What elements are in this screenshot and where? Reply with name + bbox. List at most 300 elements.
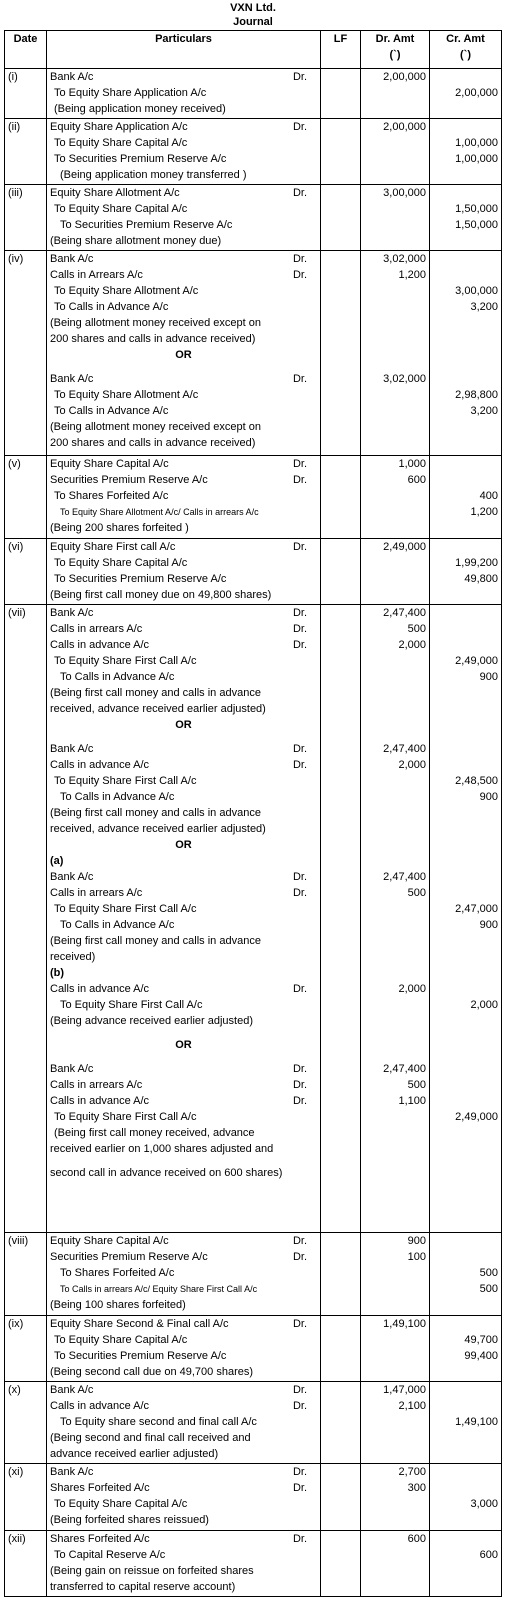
journal-entry-row bbox=[5, 1464, 502, 1530]
particular-line: To Equity Share Capital A/c bbox=[54, 203, 188, 216]
particular-line: Bank A/c Dr. bbox=[50, 1062, 307, 1075]
dr-amount-value: 3,02,000 bbox=[383, 253, 426, 266]
dr-amount-value bbox=[364, 1364, 426, 1380]
dr-amount-value bbox=[364, 101, 426, 117]
particular-line: To Securities Premium Reserve A/c bbox=[54, 152, 227, 165]
dr-amount-value bbox=[364, 1281, 426, 1297]
dr-amount-value bbox=[364, 299, 426, 315]
cr-amount-value bbox=[433, 1480, 498, 1496]
entry-date: (xi) bbox=[5, 1464, 47, 1530]
particular-line: Securities Premium Reserve A/c Dr. bbox=[50, 1251, 307, 1264]
dr-amount-value bbox=[364, 1512, 426, 1528]
dr-marker: Dr. bbox=[292, 71, 307, 83]
dr-marker: Dr. bbox=[292, 1078, 307, 1091]
particular-line: Bank A/c Dr. bbox=[50, 606, 307, 619]
dr-marker: Dr. bbox=[292, 1532, 307, 1545]
entry-particulars bbox=[47, 1233, 321, 1316]
dr-marker: Dr. bbox=[292, 1062, 307, 1075]
entry-dr-amount bbox=[361, 538, 430, 604]
particular-line: Calls in advance A/c Dr. bbox=[50, 1399, 307, 1412]
entry-lf bbox=[321, 118, 361, 184]
cr-amount-value: 1,49,100 bbox=[455, 1415, 498, 1428]
dr-marker: Dr. bbox=[292, 120, 307, 133]
entry-cr-amount bbox=[430, 1381, 502, 1464]
cr-amount-value bbox=[433, 981, 498, 997]
entry-particulars bbox=[47, 251, 321, 456]
particular-line: Calls in advance A/c Dr. bbox=[50, 638, 307, 651]
entry-particulars bbox=[47, 118, 321, 184]
dr-amount-value bbox=[364, 201, 426, 217]
dr-amount-value bbox=[364, 233, 426, 249]
entry-dr-amount bbox=[361, 1530, 430, 1596]
dr-marker: Dr. bbox=[292, 886, 307, 899]
cr-amount-value bbox=[433, 435, 498, 451]
dr-amount-value: 2,00,000 bbox=[383, 120, 426, 133]
dr-amount-value bbox=[364, 917, 426, 933]
entry-dr-amount bbox=[361, 69, 430, 119]
cr-amount-value: 49,800 bbox=[464, 572, 498, 585]
dr-marker: Dr. bbox=[292, 1094, 307, 1107]
particular-line: (Being application money received) bbox=[54, 103, 226, 115]
particular-line: Equity Share First call A/c Dr. bbox=[50, 540, 307, 553]
particular-line: To Calls in Advance A/c bbox=[54, 301, 169, 314]
particular-line: (b) bbox=[50, 966, 65, 979]
cr-amount-value: 49,700 bbox=[464, 1333, 498, 1346]
cr-amount-value: 3,00,000 bbox=[455, 285, 498, 298]
journal-entry-row bbox=[5, 538, 502, 604]
particular-line: 200 shares and calls in advance received) bbox=[50, 437, 256, 450]
dr-amount-value bbox=[364, 85, 426, 101]
dr-marker: Dr. bbox=[292, 253, 307, 266]
cr-amount-value: 500 bbox=[479, 1283, 498, 1296]
dr-marker: Dr. bbox=[292, 982, 307, 995]
dr-amount-value: 2,100 bbox=[398, 1399, 426, 1412]
or-separator: OR bbox=[175, 718, 192, 731]
dr-amount-value bbox=[364, 331, 426, 347]
particular-line: (Being share allotment money due) bbox=[50, 235, 222, 248]
entry-cr-amount bbox=[430, 604, 502, 1233]
cr-amount-value bbox=[433, 1249, 498, 1265]
particular-line: (Being first call money and calls in advance bbox=[50, 686, 261, 699]
dr-amount-value bbox=[364, 1141, 426, 1157]
dr-marker: Dr. bbox=[292, 870, 307, 883]
cr-amount-value bbox=[433, 1512, 498, 1528]
dr-amount-value: 900 bbox=[407, 1235, 426, 1248]
particular-line: received earlier on 1,000 shares adjusted and bbox=[50, 1142, 274, 1155]
journal-subtitle: Journal bbox=[233, 16, 273, 28]
journal-entry-row bbox=[5, 251, 502, 456]
particular-line: To Equity Share Capital A/c bbox=[54, 1498, 188, 1511]
cr-amount-value bbox=[433, 1382, 498, 1398]
dr-amount-value: 2,700 bbox=[398, 1466, 426, 1479]
journal-entry-row bbox=[5, 1233, 502, 1316]
entry-date: (x) bbox=[5, 1381, 47, 1464]
particular-line: Calls in advance A/c Dr. bbox=[50, 1094, 307, 1107]
cr-amount-value bbox=[433, 869, 498, 885]
particular-line: To Equity Share Capital A/c bbox=[54, 556, 188, 569]
entry-lf bbox=[321, 604, 361, 1233]
cr-amount-value bbox=[433, 605, 498, 621]
cr-amount-value bbox=[433, 1316, 498, 1332]
entry-cr-amount bbox=[430, 1315, 502, 1381]
cr-amount-value: 1,50,000 bbox=[455, 203, 498, 216]
cr-amount-value bbox=[433, 456, 498, 472]
dr-marker: Dr. bbox=[292, 606, 307, 619]
dr-amount-value bbox=[364, 555, 426, 571]
entry-particulars bbox=[47, 1464, 321, 1530]
entry-lf bbox=[321, 185, 361, 251]
dr-amount-value: 1,000 bbox=[398, 458, 426, 471]
journal-entry-row bbox=[5, 604, 502, 1233]
dr-marker: Dr. bbox=[292, 1399, 307, 1412]
entry-dr-amount bbox=[361, 251, 430, 456]
particular-line: To Equity Share First Call A/c bbox=[54, 902, 197, 915]
cr-amount-value: 2,49,000 bbox=[455, 654, 498, 667]
dr-amount-value bbox=[364, 685, 426, 701]
dr-amount-value bbox=[364, 1037, 426, 1053]
cr-amount-value bbox=[433, 1037, 498, 1053]
particular-line: Calls in arrears A/c Dr. bbox=[50, 622, 307, 635]
dr-amount-value bbox=[364, 283, 426, 299]
entry-particulars bbox=[47, 1315, 321, 1381]
entry-lf bbox=[321, 456, 361, 539]
dr-amount-value bbox=[364, 403, 426, 419]
particular-line: (Being forfeited shares reissued) bbox=[50, 1514, 209, 1527]
entry-date: (vii) bbox=[5, 604, 47, 1233]
entry-cr-amount bbox=[430, 69, 502, 119]
journal-entry-row bbox=[5, 1381, 502, 1464]
cr-amount-value bbox=[433, 1464, 498, 1480]
cr-amount-value: 2,000 bbox=[470, 998, 498, 1011]
cr-amount-value bbox=[433, 1297, 498, 1313]
dr-marker: Dr. bbox=[292, 187, 307, 200]
entry-dr-amount bbox=[361, 604, 430, 1233]
entry-date: (viii) bbox=[5, 1233, 47, 1316]
particular-line: Bank A/c Dr. bbox=[50, 742, 307, 755]
entry-cr-amount bbox=[430, 118, 502, 184]
cr-amount-value bbox=[433, 267, 498, 283]
entry-dr-amount bbox=[361, 1233, 430, 1316]
cr-amount-value: 900 bbox=[479, 790, 498, 803]
particular-line: To Securities Premium Reserve A/c bbox=[54, 572, 227, 585]
dr-marker: Dr. bbox=[292, 540, 307, 553]
entry-dr-amount bbox=[361, 1315, 430, 1381]
header-row bbox=[5, 31, 502, 69]
particular-line: To Securities Premium Reserve A/c bbox=[54, 1349, 227, 1362]
dr-amount-value bbox=[364, 1414, 426, 1430]
dr-amount-value bbox=[364, 669, 426, 685]
cr-amount-value: 900 bbox=[479, 670, 498, 683]
header-lf: LF bbox=[321, 31, 361, 69]
cr-amount-value bbox=[433, 637, 498, 653]
particular-line: (Being allotment money received except on bbox=[50, 421, 261, 434]
dr-amount-value bbox=[364, 853, 426, 869]
dr-amount-value bbox=[364, 717, 426, 733]
dr-amount-value bbox=[364, 488, 426, 504]
dr-amount-value bbox=[364, 1109, 426, 1125]
cr-amount-value bbox=[433, 1531, 498, 1547]
entry-date: (ii) bbox=[5, 118, 47, 184]
cr-amount-value bbox=[433, 119, 498, 135]
dr-amount-value bbox=[364, 1496, 426, 1512]
particular-line: Equity Share Allotment A/c Dr. bbox=[50, 187, 307, 200]
header-date: Date bbox=[5, 31, 47, 69]
cr-amount-value bbox=[433, 167, 498, 183]
entry-lf bbox=[321, 251, 361, 456]
cr-amount-value: 3,200 bbox=[470, 301, 498, 314]
particular-line: Bank A/c Dr. bbox=[50, 253, 307, 266]
cr-amount-value bbox=[433, 1563, 498, 1579]
cr-amount-value: 2,98,800 bbox=[455, 389, 498, 402]
dr-amount-value: 1,49,100 bbox=[383, 1317, 426, 1330]
particular-line: To Equity Share First Call A/c bbox=[54, 1110, 197, 1123]
or-separator: OR bbox=[175, 1038, 192, 1051]
particular-line: To Equity Share Application A/c bbox=[54, 87, 207, 99]
cr-amount-value: 1,00,000 bbox=[455, 152, 498, 165]
or-separator: OR bbox=[175, 838, 192, 851]
cr-amount-value bbox=[433, 965, 498, 981]
entry-cr-amount bbox=[430, 1233, 502, 1316]
dr-marker: Dr. bbox=[292, 638, 307, 651]
particular-line: 200 shares and calls in advance received) bbox=[50, 333, 256, 346]
entry-date: (vi) bbox=[5, 538, 47, 604]
dr-amount-value: 500 bbox=[407, 622, 426, 635]
dr-amount-value bbox=[364, 805, 426, 821]
dr-amount-value bbox=[364, 587, 426, 603]
cr-amount-value: 1,200 bbox=[470, 506, 498, 519]
dr-amount-value bbox=[364, 773, 426, 789]
cr-unit: (`) bbox=[460, 49, 471, 61]
particular-line: (Being application money transferred ) bbox=[60, 168, 247, 181]
dr-amount-value: 2,000 bbox=[398, 982, 426, 995]
journal-entry-row bbox=[5, 185, 502, 251]
entry-cr-amount bbox=[430, 251, 502, 456]
dr-amount-value bbox=[364, 387, 426, 403]
entry-dr-amount bbox=[361, 1381, 430, 1464]
entry-particulars bbox=[47, 1381, 321, 1464]
dr-amount-value bbox=[364, 1547, 426, 1563]
cr-amount-value bbox=[433, 1061, 498, 1077]
dr-amount-value: 2,00,000 bbox=[383, 71, 426, 83]
dr-marker: Dr. bbox=[292, 758, 307, 771]
dr-amount-value bbox=[364, 571, 426, 587]
particular-line: To Shares Forfeited A/c bbox=[60, 1267, 175, 1280]
cr-amount-value bbox=[433, 741, 498, 757]
cr-amount-value: 2,00,000 bbox=[455, 87, 498, 99]
dr-amount-value: 2,000 bbox=[398, 758, 426, 771]
cr-amount-value bbox=[433, 885, 498, 901]
dr-marker: Dr. bbox=[292, 269, 307, 282]
particular-line: Shares Forfeited A/c Dr. bbox=[50, 1532, 307, 1545]
entry-dr-amount bbox=[361, 1464, 430, 1530]
dr-amount-value bbox=[364, 1165, 426, 1181]
entry-cr-amount bbox=[430, 1530, 502, 1596]
particular-line: Calls in advance A/c Dr. bbox=[50, 758, 307, 771]
cr-amount-value bbox=[433, 1446, 498, 1462]
cr-amount-value: 500 bbox=[479, 1267, 498, 1280]
entry-particulars bbox=[47, 69, 321, 119]
cr-amount-value bbox=[433, 520, 498, 536]
particular-line: Shares Forfeited A/c Dr. bbox=[50, 1482, 307, 1495]
entry-particulars bbox=[47, 604, 321, 1233]
particular-line: To Equity Share First Call A/c bbox=[60, 998, 203, 1011]
cr-amount-value bbox=[433, 1364, 498, 1380]
journal-entry-row bbox=[5, 69, 502, 119]
cr-amount-value bbox=[433, 347, 498, 363]
cr-amount-value: 900 bbox=[479, 918, 498, 931]
particular-line: (a) bbox=[50, 854, 64, 867]
particular-line: To Calls in Advance A/c bbox=[60, 670, 175, 683]
cr-amount-value bbox=[433, 821, 498, 837]
particular-line: To Equity Share Allotment A/c bbox=[54, 285, 199, 298]
cr-amount-value bbox=[433, 685, 498, 701]
entry-date: (v) bbox=[5, 456, 47, 539]
dr-amount-value: 500 bbox=[407, 886, 426, 899]
particular-line: To Capital Reserve A/c bbox=[54, 1548, 166, 1561]
dr-amount-value: 1,100 bbox=[398, 1094, 426, 1107]
dr-amount-value: 2,49,000 bbox=[383, 540, 426, 553]
dr-amount-value bbox=[364, 1013, 426, 1029]
journal-table bbox=[4, 30, 502, 1597]
entry-cr-amount bbox=[430, 185, 502, 251]
particular-line: Calls in Arrears A/c Dr. bbox=[50, 269, 307, 282]
entry-lf bbox=[321, 1381, 361, 1464]
entry-cr-amount bbox=[430, 538, 502, 604]
cr-amount-value bbox=[433, 1077, 498, 1093]
journal-entry-row bbox=[5, 1530, 502, 1596]
cr-amount-value bbox=[433, 233, 498, 249]
dr-amount-value bbox=[364, 419, 426, 435]
particular-line: (Being 100 shares forfeited) bbox=[50, 1299, 186, 1312]
particular-line: To Equity Share Capital A/c bbox=[54, 1333, 188, 1346]
particular-line: (Being first call money and calls in advance bbox=[50, 934, 261, 947]
particular-line: Bank A/c Dr. bbox=[50, 373, 307, 386]
dr-marker: Dr. bbox=[292, 458, 307, 471]
dr-marker: Dr. bbox=[292, 1482, 307, 1495]
particular-line: Calls in advance A/c Dr. bbox=[50, 982, 307, 995]
dr-amount-value bbox=[364, 135, 426, 151]
dr-marker: Dr. bbox=[292, 1383, 307, 1396]
dr-amount-value bbox=[364, 347, 426, 363]
cr-amount-value bbox=[433, 1093, 498, 1109]
cr-amount-value bbox=[433, 539, 498, 555]
particular-line: To Securities Premium Reserve A/c bbox=[60, 219, 233, 232]
entry-cr-amount bbox=[430, 1464, 502, 1530]
dr-amount-value: 600 bbox=[407, 474, 426, 487]
cr-amount-value bbox=[433, 757, 498, 773]
particular-line: (Being first call money received, advance bbox=[54, 1126, 255, 1139]
dr-amount-value bbox=[364, 504, 426, 520]
entry-dr-amount bbox=[361, 456, 430, 539]
cr-amount-value bbox=[433, 251, 498, 267]
particular-line: second call in advance received on 600 shares) bbox=[50, 1166, 283, 1179]
particular-line: transferred to capital reserve account) bbox=[50, 1580, 236, 1593]
cr-amount-value bbox=[433, 101, 498, 117]
dr-amount-value: 2,47,400 bbox=[383, 870, 426, 883]
entry-dr-amount bbox=[361, 118, 430, 184]
dr-amount-value bbox=[364, 1446, 426, 1462]
header-cr-amt: Cr. Amt (`) bbox=[430, 31, 502, 69]
entry-date: (iv) bbox=[5, 251, 47, 456]
particular-line: (Being first call money due on 49,800 shares) bbox=[50, 588, 272, 601]
particular-line: To Shares Forfeited A/c bbox=[54, 490, 169, 503]
dr-amount-value bbox=[364, 933, 426, 949]
particular-line: Calls in arrears A/c Dr. bbox=[50, 1078, 307, 1091]
particular-line: (Being 200 shares forfeited ) bbox=[50, 522, 189, 535]
entry-date: (ix) bbox=[5, 1315, 47, 1381]
dr-amount-value: 3,00,000 bbox=[383, 187, 426, 200]
cr-amount-value: 2,49,000 bbox=[455, 1110, 498, 1123]
particular-line: Bank A/c Dr. bbox=[50, 71, 307, 83]
particular-line: To Equity Share Capital A/c bbox=[54, 136, 188, 149]
particular-line: received) bbox=[50, 950, 96, 963]
particular-line: received, advance received earlier adjusted) bbox=[50, 702, 266, 715]
dr-amount-value bbox=[364, 1125, 426, 1141]
cr-amount-value bbox=[433, 185, 498, 201]
dr-amount-value bbox=[364, 653, 426, 669]
cr-amount-value: 600 bbox=[479, 1548, 498, 1561]
dr-amount-value: 500 bbox=[407, 1078, 426, 1091]
cr-amount-value bbox=[433, 837, 498, 853]
header-particulars: Particulars bbox=[47, 31, 321, 69]
cr-amount-value bbox=[433, 472, 498, 488]
dr-marker: Dr. bbox=[292, 1466, 307, 1479]
or-separator: OR bbox=[175, 349, 192, 362]
dr-amount-value: 2,000 bbox=[398, 638, 426, 651]
entry-lf bbox=[321, 69, 361, 119]
dr-amount-value bbox=[364, 1332, 426, 1348]
entry-lf bbox=[321, 1315, 361, 1381]
dr-amount-value bbox=[364, 789, 426, 805]
cr-amount-value: 3,000 bbox=[470, 1498, 498, 1511]
particular-line: Equity Share Second & Final call A/c Dr. bbox=[50, 1317, 307, 1330]
dr-marker: Dr. bbox=[292, 1235, 307, 1248]
particular-line: To Equity Share Allotment A/c bbox=[54, 389, 199, 402]
dr-amount-value bbox=[364, 821, 426, 837]
dr-marker: Dr. bbox=[292, 622, 307, 635]
dr-amount-value: 3,02,000 bbox=[383, 373, 426, 386]
cr-amount-value: 1,99,200 bbox=[455, 556, 498, 569]
dr-marker: Dr. bbox=[292, 474, 307, 487]
particular-line: To Equity Share Allotment A/c/ Calls in arrears A/c bbox=[60, 507, 259, 518]
cr-amount-value bbox=[433, 1430, 498, 1446]
journal-entry-row bbox=[5, 456, 502, 539]
entry-particulars bbox=[47, 185, 321, 251]
dr-amount-value bbox=[364, 701, 426, 717]
entry-lf bbox=[321, 1233, 361, 1316]
dr-marker: Dr. bbox=[292, 1317, 307, 1330]
particular-line: Calls in arrears A/c Dr. bbox=[50, 886, 307, 899]
cr-amount-value bbox=[433, 1013, 498, 1029]
dr-marker: Dr. bbox=[292, 373, 307, 386]
particular-line: Bank A/c Dr. bbox=[50, 870, 307, 883]
cr-amount-value bbox=[433, 717, 498, 733]
cr-amount-value bbox=[433, 69, 498, 85]
particular-line: (Being first call money and calls in advance bbox=[50, 806, 261, 819]
cr-amount-value: 1,50,000 bbox=[455, 219, 498, 232]
cr-amount-value bbox=[433, 949, 498, 965]
dr-amount-value bbox=[364, 1579, 426, 1595]
particular-line: advance received earlier adjusted) bbox=[50, 1447, 219, 1460]
dr-amount-value: 600 bbox=[407, 1532, 426, 1545]
dr-unit: (`) bbox=[389, 49, 401, 61]
company-title: VXN Ltd. bbox=[230, 2, 276, 14]
dr-amount-value bbox=[364, 1297, 426, 1313]
particular-line: (Being gain on reissue on forfeited shares bbox=[50, 1564, 254, 1577]
particular-line: Equity Share Application A/c Dr. bbox=[50, 120, 307, 133]
dr-amount-value: 2,47,400 bbox=[383, 1062, 426, 1075]
particular-line: To Equity Share First Call A/c bbox=[54, 774, 197, 787]
